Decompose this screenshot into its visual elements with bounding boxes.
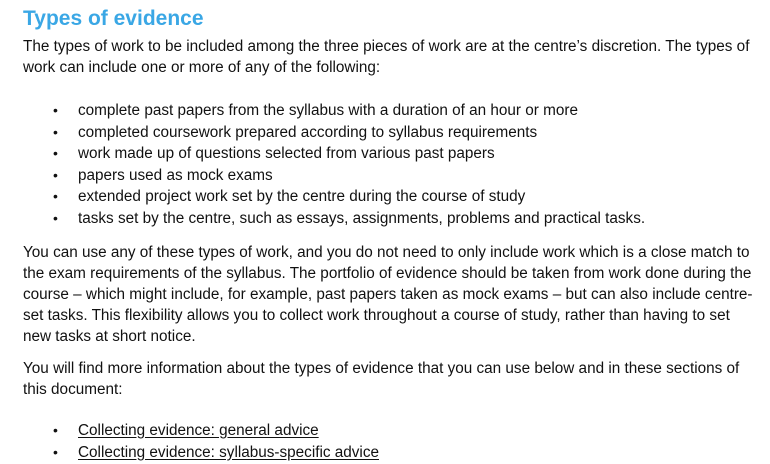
list-item-text: extended project work set by the centre during the course of study (78, 188, 526, 206)
bullet-icon: • (53, 209, 58, 226)
list-item-text: complete past papers from the syllabus with a duration of an hour or more (78, 102, 578, 119)
bullet-icon: • (53, 102, 58, 118)
list-item-text: papers used as mock exams (78, 166, 273, 184)
flexibility-paragraph: You can use any of these types of work, and you do not need to only include work which is a close match to the exam requirements of the syllabus. The portfolio of evidence should be taken from work done during the course – which might include, for example, past papers taken as mock exams – but can also include centre-set tasks. This flexibility allows you to collect work throughout a course of study, rather than having to set new tasks at short notice. (23, 243, 753, 345)
types-of-work-list (23, 100, 760, 230)
list-item (23, 186, 760, 208)
bullet-icon: • (53, 123, 58, 140)
list-item-text: tasks set by the centre, such as essays, assignments, problems and practical tasks. (78, 209, 646, 227)
general-advice-link[interactable]: Collecting evidence: general advice (78, 421, 319, 439)
list-item (23, 208, 760, 230)
syllabus-specific-advice-link[interactable]: Collecting evidence: syllabus-specific advice (78, 443, 379, 461)
bullet-icon: • (53, 421, 58, 438)
bullet-icon: • (53, 188, 58, 205)
link-list-item (23, 442, 760, 464)
list-item-text: work made up of questions selected from various past papers (78, 145, 495, 163)
link-list-item (23, 420, 760, 442)
bullet-icon: • (53, 443, 58, 460)
list-item (23, 100, 760, 122)
intro-paragraph: The types of work to be included among the three pieces of work are at the centre’s discretion. The types of work can include one or more of any of the following: (23, 38, 750, 76)
section-links-list (23, 420, 760, 464)
bullet-icon: • (53, 145, 58, 162)
section-heading: Types of evidence (23, 7, 204, 30)
more-info-paragraph: You will find more information about the types of evidence that you can use below and in these sections of this document: (23, 359, 740, 398)
list-item-text: completed coursework prepared according to syllabus requirements (78, 123, 538, 141)
list-item (23, 143, 760, 165)
list-item (23, 122, 760, 144)
list-item (23, 165, 760, 187)
bullet-icon: • (53, 166, 58, 183)
